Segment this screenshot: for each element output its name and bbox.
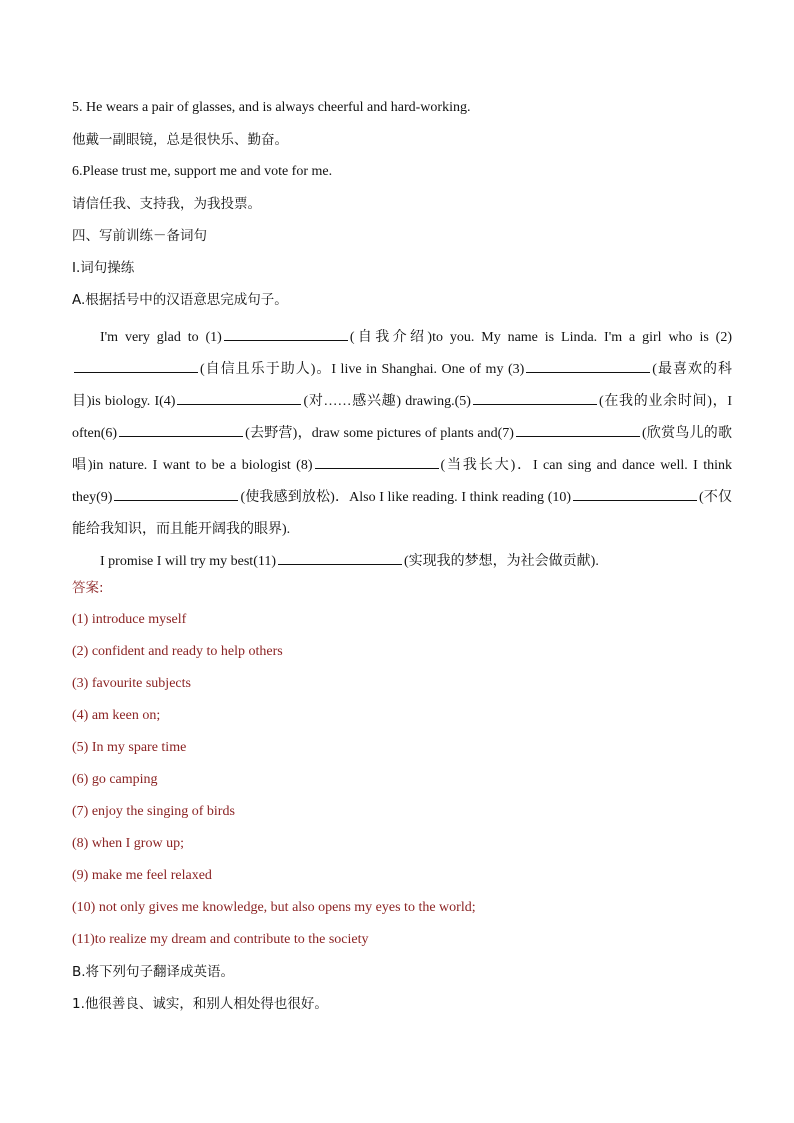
p1-seg-5: (在我的业余时间)，I often(6) [72, 394, 732, 441]
exercise-paragraph-1 [72, 322, 732, 546]
answer-7: (7) enjoy the singing of birds [72, 804, 235, 819]
blank-8[interactable] [315, 454, 439, 469]
answer-4: (4) am keen on; [72, 708, 161, 723]
p1-seg-10: (不仅能给我知识，而且能开阔我的眼界). [72, 490, 732, 537]
p1-seg-3: (最喜欢的科目)is biology. I(4) [72, 362, 732, 409]
answers-label: 答案: [72, 580, 104, 596]
blank-4[interactable] [177, 390, 301, 405]
blank-10[interactable] [573, 486, 697, 501]
exercise-paragraph-2 [72, 546, 732, 578]
answer-1: (1) introduce myself [72, 612, 187, 627]
sentence-6-translation: 请信任我、支持我，为我投票。 [72, 196, 261, 212]
p1-seg-4: (对……感兴趣) drawing.(5) [303, 394, 471, 409]
p1-seg-2: (自信且乐于助人)。I live in Shanghai. One of my (3) [200, 362, 525, 377]
blank-9[interactable] [114, 486, 238, 501]
p1-seg-6: (去野营)，draw some pictures of plants and(7) [245, 426, 514, 441]
blank-7[interactable] [516, 422, 640, 437]
p1-seg-9: (使我感到放松)．Also I like reading. I think reading (10) [240, 490, 572, 505]
p2-seg-1: (实现我的梦想，为社会做贡献). [404, 554, 599, 569]
p2-seg-0: I promise I will try my best(11) [100, 554, 277, 569]
subsection-i-heading: I.词句操练 [72, 260, 135, 276]
blank-11[interactable] [278, 550, 402, 565]
sentence-6: 6.Please trust me, support me and vote for me. [72, 164, 333, 179]
answer-8: (8) when I grow up; [72, 836, 184, 851]
blank-2[interactable] [74, 358, 198, 373]
answer-3: (3) favourite subjects [72, 676, 191, 691]
exercise-b-instruction: B.将下列句子翻译成英语。 [72, 964, 235, 980]
sentence-5: 5. He wears a pair of glasses, and is always cheerful and hard-working. [72, 100, 471, 115]
exercise-b-item-1: 1.他很善良、诚实，和别人相处得也很好。 [72, 996, 328, 1012]
answer-5: (5) In my spare time [72, 740, 187, 755]
answer-11: (11)to realize my dream and contribute to the society [72, 932, 369, 947]
section-four-heading: 四、写前训练－备词句 [72, 228, 207, 244]
answer-2: (2) confident and ready to help others [72, 644, 283, 659]
exercise-a-instruction: A.根据括号中的汉语意思完成句子。 [72, 292, 288, 308]
p1-seg-8: (当我长大)．I can sing and dance well. I think they(9) [72, 458, 732, 505]
answer-9: (9) make me feel relaxed [72, 868, 212, 883]
answer-6: (6) go camping [72, 772, 158, 787]
p1-seg-7: (欣赏鸟儿的歌唱)in nature. I want to be a biologist (8) [72, 426, 732, 473]
blank-1[interactable] [224, 326, 348, 341]
blank-5[interactable] [473, 390, 597, 405]
p1-seg-1: (自我介绍)to you. My name is Linda. I'm a girl who is (2) [349, 330, 732, 345]
answer-10: (10) not only gives me knowledge, but also opens my eyes to the world; [72, 900, 476, 915]
p1-seg-0: I'm very glad to (1) [100, 330, 222, 345]
blank-6[interactable] [119, 422, 243, 437]
document-page [72, 98, 732, 1026]
sentence-5-translation: 他戴一副眼镜，总是很快乐、勤奋。 [72, 132, 288, 148]
blank-3[interactable] [526, 358, 650, 373]
